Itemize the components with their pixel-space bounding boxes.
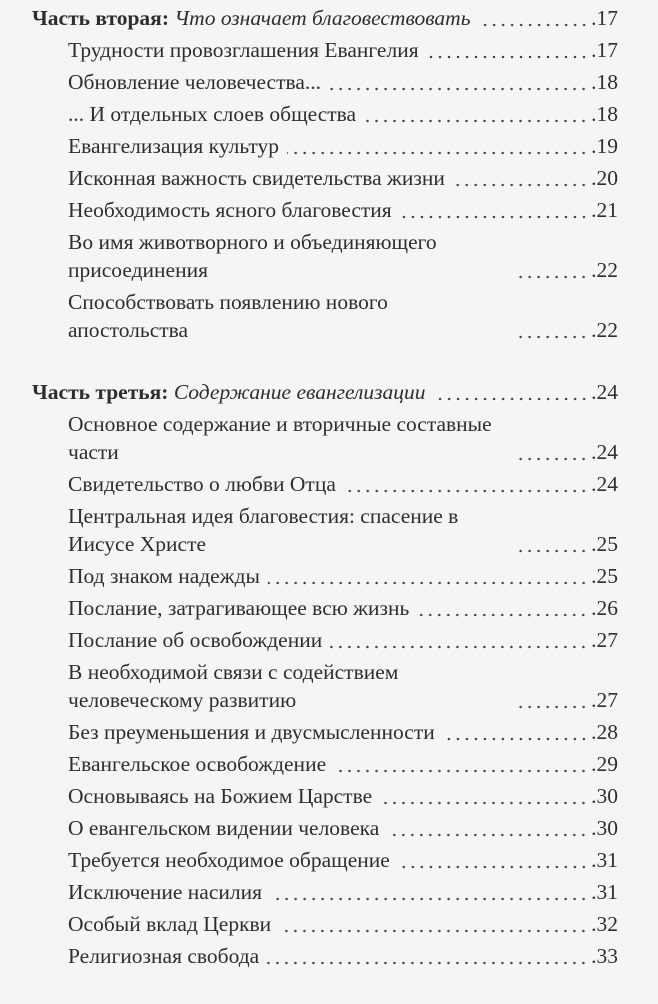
dot-leader xyxy=(516,438,588,466)
dot-leader xyxy=(344,470,588,498)
section-label: Часть вторая: xyxy=(32,6,169,30)
dot-leader xyxy=(287,132,588,160)
page-number: .33 xyxy=(591,944,618,968)
dot-leader xyxy=(364,100,588,128)
toc-entry xyxy=(32,658,618,714)
page-number: .29 xyxy=(591,752,618,776)
entry-title: Евангельское освобождение xyxy=(68,752,327,776)
toc-entry xyxy=(32,846,618,874)
toc-entry xyxy=(32,100,618,128)
dot-leader xyxy=(516,256,588,284)
page-number: .19 xyxy=(591,134,618,158)
page-number: .25 xyxy=(591,564,618,588)
page-number: .31 xyxy=(591,848,618,872)
entry-title: Послание об освобождении xyxy=(68,628,323,652)
dot-leader xyxy=(400,196,588,224)
toc-entry xyxy=(32,410,618,466)
entry-title: В необходимой связи с содействием человеческому развитию xyxy=(68,660,399,712)
toc-entry xyxy=(32,594,618,622)
entry-title: Евангелизация культур xyxy=(68,134,279,158)
page-number: .20 xyxy=(591,166,618,190)
entry-title: Послание, затрагивающее всю жизнь xyxy=(68,596,410,620)
toc-entry xyxy=(32,132,618,160)
table-of-contents xyxy=(32,4,618,1004)
page-number: .17 xyxy=(591,38,618,62)
dot-leader xyxy=(387,814,588,842)
dot-leader xyxy=(443,718,588,746)
toc-entry xyxy=(32,562,618,590)
page-number: .27 xyxy=(591,628,618,652)
page-number: .32 xyxy=(591,912,618,936)
page-number: .24 xyxy=(591,440,618,464)
entry-title: ... И отдельных слоев общества xyxy=(68,102,357,126)
toc-entry xyxy=(32,814,618,842)
entry-title: Без преуменьшения и двусмысленности xyxy=(68,720,435,744)
dot-leader xyxy=(279,910,588,938)
entry-title: Необходимость ясного благовестия xyxy=(68,198,392,222)
toc-section xyxy=(32,4,618,344)
page-number: .26 xyxy=(591,596,618,620)
dot-leader xyxy=(516,686,588,714)
entry-title: Под знаком надежды xyxy=(68,564,260,588)
page-number: .24 xyxy=(591,380,618,404)
page-number: .21 xyxy=(591,198,618,222)
toc-entry xyxy=(32,164,618,192)
entry-title: Во имя животворного и объединяющего присоединения xyxy=(68,230,437,282)
page-number: .22 xyxy=(591,318,618,342)
entry-title: Требуется необходимое обращение xyxy=(68,848,390,872)
dot-leader xyxy=(453,164,588,192)
toc-entry xyxy=(32,910,618,938)
toc-entry xyxy=(32,68,618,96)
section-subtitle: Содержание евангелизации xyxy=(173,380,426,404)
section-heading xyxy=(32,4,618,32)
toc-entry xyxy=(32,288,618,344)
entry-title: Основное содержание и вторичные составные части xyxy=(68,412,492,464)
page-number: .22 xyxy=(591,258,618,282)
dot-leader xyxy=(479,4,589,32)
dot-leader xyxy=(267,942,588,970)
dot-leader xyxy=(380,782,588,810)
entry-title: Исконная важность свидетельства жизни xyxy=(68,166,445,190)
page-number: .18 xyxy=(591,70,618,94)
entry-title: Обновление человечества... xyxy=(68,70,322,94)
dot-leader xyxy=(268,562,588,590)
dot-leader xyxy=(427,36,589,64)
dot-leader xyxy=(516,530,588,558)
toc-entry xyxy=(32,878,618,906)
toc-entry xyxy=(32,228,618,284)
dot-leader xyxy=(270,878,588,906)
toc-entry xyxy=(32,718,618,746)
entry-title: Трудности провозглашения Евангелия xyxy=(68,38,419,62)
dot-leader xyxy=(329,68,588,96)
page-number: .24 xyxy=(591,472,618,496)
dot-leader xyxy=(398,846,588,874)
toc-entry xyxy=(32,470,618,498)
page-number: .17 xyxy=(591,6,618,30)
dot-leader xyxy=(334,750,588,778)
toc-entry xyxy=(32,502,618,558)
page-number: .30 xyxy=(591,816,618,840)
section-subtitle: Что означает благовествовать xyxy=(174,6,471,30)
entry-title: Исключение насилия xyxy=(68,880,262,904)
page-number: .28 xyxy=(591,720,618,744)
toc-entry xyxy=(32,626,618,654)
section-heading xyxy=(32,378,618,406)
section-title xyxy=(32,4,471,32)
section-label: Часть третья: xyxy=(32,380,169,404)
toc-entry xyxy=(32,750,618,778)
dot-leader xyxy=(434,378,589,406)
entry-title: Особый вклад Церкви xyxy=(68,912,272,936)
toc-entry xyxy=(32,36,618,64)
dot-leader xyxy=(330,626,588,654)
page-number: .31 xyxy=(591,880,618,904)
dot-leader xyxy=(516,316,588,344)
page-number: .27 xyxy=(591,688,618,712)
entry-title: Способствовать появлению нового апостольства xyxy=(68,290,388,342)
entry-title: О евангельском видении человека xyxy=(68,816,380,840)
section-title xyxy=(32,378,426,406)
dot-leader xyxy=(417,594,588,622)
page-number: .30 xyxy=(591,784,618,808)
entry-title: Основываясь на Божием Царстве xyxy=(68,784,373,808)
entry-title: Свидетельство о любви Отца xyxy=(68,472,336,496)
page-number: .18 xyxy=(591,102,618,126)
toc-entry xyxy=(32,782,618,810)
page-number: .25 xyxy=(591,532,618,556)
toc-section xyxy=(32,378,618,970)
entry-title: Религиозная свобода xyxy=(68,944,260,968)
entry-title: Центральная идея благовестия: спасение в Иисусе Христе xyxy=(68,504,459,556)
toc-entry xyxy=(32,196,618,224)
toc-entry xyxy=(32,942,618,970)
